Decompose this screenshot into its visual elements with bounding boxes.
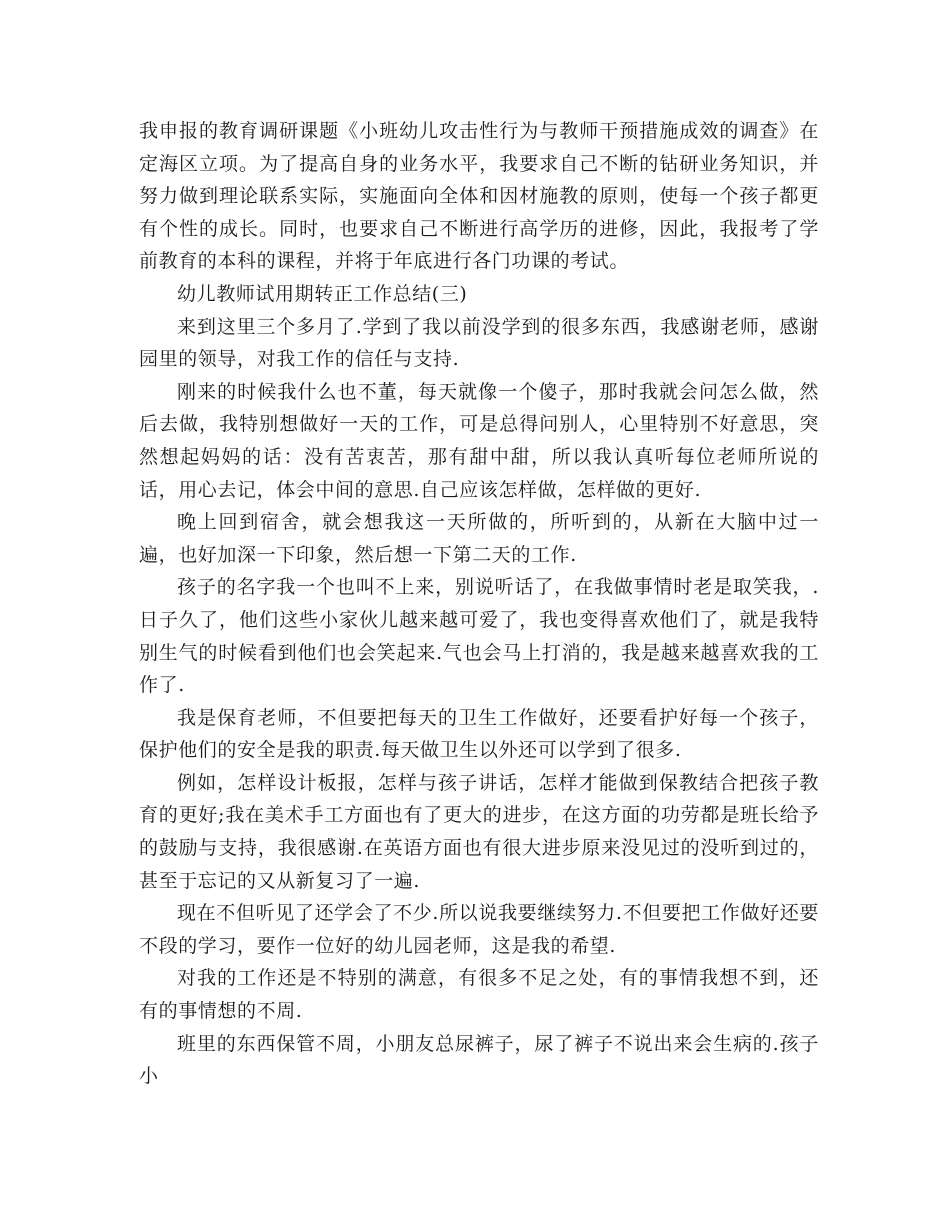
paragraph-research-topic: 我申报的教育调研课题《小班幼儿攻击性行为与教师干预措施成效的调查》在定海区立项。为了提高自身的业务水平，我要求自己不断的钻研业务知识，并努力做到理论联系实际，实施面向全体和因材施教的原则，使每一个孩子都更有个性的成长。同时，也要求自己不断进行高学历的进修，因此，我报考了学前教育的本科的课程，并将于年底进行各门功课的考试。 <box>139 120 819 273</box>
paragraph: 孩子的名字我一个也叫不上来，别说听话了，在我做事情时老是取笑我，.日子久了，他们这些小家伙儿越来越可爱了，我也变得喜欢他们了，就是我特别生气的时候看到他们也会笑起来.气也会马上打消的，我是越来越喜欢我的工作了. <box>139 576 819 697</box>
paragraph: 现在不但听见了还学会了不少.所以说我要继续努力.不但要把工作做好还要不段的学习，要作一位好的幼儿园老师，这是我的希望. <box>139 902 819 957</box>
paragraph-truncated: 班里的东西保管不周，小朋友总尿裤子，尿了裤子不说出来会生病的.孩子小 <box>139 1032 819 1088</box>
section-heading: 幼儿教师试用期转正工作总结(三) <box>177 282 468 305</box>
document-body <box>139 115 819 1093</box>
paragraph: 刚来的时候我什么也不董，每天就像一个傻子，那时我就会问怎么做，然后去做，我特别想做好一天的工作，可是总得问别人，心里特别不好意思，突然想起妈妈的话：没有苦衷苦，那有甜中甜，所以我认真听每位老师所说的话，用心去记，体会中间的意思.自己应该怎样做，怎样做的更好. <box>139 380 819 501</box>
paragraph: 我是保育老师，不但要把每天的卫生工作做好，还要看护好每一个孩子，保护他们的安全是我的职责.每天做卫生以外还可以学到了很多. <box>139 706 819 762</box>
paragraph: 晚上回到宿舍，就会想我这一天所做的，所听到的，从新在大脑中过一遍，也好加深一下印象，然后想一下第二天的工作. <box>139 511 819 566</box>
paragraph: 例如，怎样设计板报，怎样与孩子讲话，怎样才能做到保教结合把孩子教育的更好;我在美术手工方面也有了更大的进步，在这方面的功劳都是班长给予的鼓励与支持，我很感谢.在英语方面也有很大进步原来没见过的没听到过的，甚至于忘记的又从新复习了一遍. <box>139 771 819 892</box>
paragraph: 对我的工作还是不特别的满意，有很多不足之处，有的事情我想不到，还有的事情想的不周. <box>139 967 819 1023</box>
paragraph: 来到这里三个多月了.学到了我以前没学到的很多东西，我感谢老师，感谢园里的领导，对我工作的信任与支持. <box>139 315 819 371</box>
